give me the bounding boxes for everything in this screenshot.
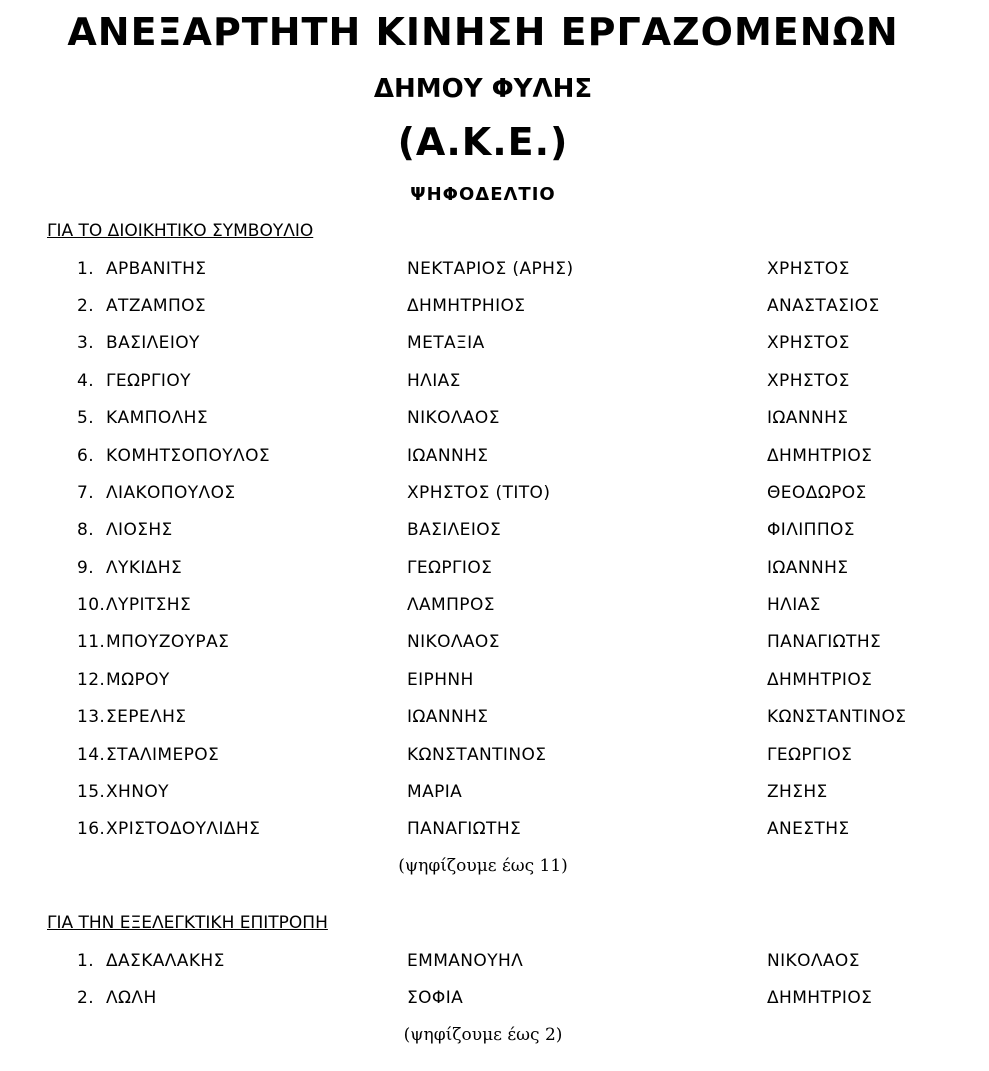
candidate-first-name: ΓΕΩΡΓΙΟΣ — [407, 558, 493, 578]
candidate-number: 2. — [77, 296, 95, 316]
candidate-father-name: ΘΕΟΔΩΡΟΣ — [767, 483, 867, 503]
candidate-father-name: ΙΩΑΝΝΗΣ — [767, 558, 849, 578]
candidate-row — [0, 745, 989, 782]
candidate-row — [0, 259, 989, 296]
candidate-surname: ΚΑΜΠΟΛΗΣ — [106, 408, 208, 428]
candidate-father-name: ΔΗΜΗΤΡΙΟΣ — [767, 446, 873, 466]
candidate-number: 9. — [77, 558, 95, 578]
candidate-surname: ΜΠΟΥΖΟΥΡΑΣ — [106, 632, 230, 652]
candidate-number: 1. — [77, 951, 95, 971]
candidate-row — [0, 296, 989, 333]
candidate-surname: ΓΕΩΡΓΙΟΥ — [106, 371, 191, 391]
candidate-father-name: ΑΝΕΣΤΗΣ — [767, 819, 850, 839]
candidate-father-name: ΧΡΗΣΤΟΣ — [767, 259, 850, 279]
board-section-heading: ΓΙΑ ΤΟ ΔΙΟΙΚΗΤΙΚΟ ΣΥΜΒΟΥΛΙΟ — [47, 221, 314, 241]
candidate-row — [0, 446, 989, 483]
candidate-number: 1. — [77, 259, 95, 279]
candidate-surname: ΒΑΣΙΛΕΙΟΥ — [106, 333, 200, 353]
candidate-first-name: ΠΑΝΑΓΙΩΤΗΣ — [407, 819, 522, 839]
candidate-surname: ΛΥΡΙΤΣΗΣ — [106, 595, 192, 615]
candidate-number: 8. — [77, 520, 95, 540]
board-vote-limit-note: (ψηφίζουμε έως 11) — [398, 856, 568, 876]
candidate-row — [0, 951, 989, 988]
candidate-first-name: ΣΟΦΙΑ — [407, 988, 464, 1008]
candidate-row — [0, 819, 989, 856]
candidate-first-name: ΜΑΡΙΑ — [407, 782, 463, 802]
candidate-father-name: ΧΡΗΣΤΟΣ — [767, 333, 850, 353]
candidate-first-name: ΚΩΝΣΤΑΝΤΙΝΟΣ — [407, 745, 547, 765]
candidate-row — [0, 371, 989, 408]
organization-title: ΑΝΕΞΑΡΤΗΤΗ ΚΙΝΗΣΗ ΕΡΓΑΖΟΜΕΝΩΝ — [67, 10, 899, 54]
candidate-number: 2. — [77, 988, 95, 1008]
candidate-first-name: ΛΑΜΠΡΟΣ — [407, 595, 495, 615]
candidate-number: 13. — [77, 707, 106, 727]
candidate-father-name: ΧΡΗΣΤΟΣ — [767, 371, 850, 391]
candidate-father-name: ΙΩΑΝΝΗΣ — [767, 408, 849, 428]
candidate-row — [0, 782, 989, 819]
candidate-row — [0, 988, 989, 1025]
audit-section-heading: ΓΙΑ ΤΗΝ ΕΞΕΛΕΓΚΤΙΚΗ ΕΠΙΤΡΟΠΗ — [47, 913, 328, 933]
candidate-surname: ΣΤΑΛΙΜΕΡΟΣ — [106, 745, 220, 765]
candidate-row — [0, 632, 989, 669]
candidate-row — [0, 707, 989, 744]
candidate-number: 5. — [77, 408, 95, 428]
candidate-father-name: ΗΛΙΑΣ — [767, 595, 821, 615]
candidate-father-name: ΔΗΜΗΤΡΙΟΣ — [767, 670, 873, 690]
candidate-row — [0, 595, 989, 632]
candidate-row — [0, 558, 989, 595]
candidate-surname: ΜΩΡΟΥ — [106, 670, 170, 690]
candidate-surname: ΚΟΜΗΤΣΟΠΟΥΛΟΣ — [106, 446, 270, 466]
candidate-number: 6. — [77, 446, 95, 466]
ballot-title: ΨΗΦΟΔΕΛΤΙΟ — [410, 184, 556, 205]
candidate-father-name: ΓΕΩΡΓΙΟΣ — [767, 745, 853, 765]
municipality-title: ΔΗΜΟΥ ΦΥΛΗΣ — [373, 74, 593, 104]
candidate-row — [0, 483, 989, 520]
candidate-first-name: ΔΗΜΗΤΡΗΙΟΣ — [407, 296, 526, 316]
candidate-father-name: ΠΑΝΑΓΙΩΤΗΣ — [767, 632, 882, 652]
candidate-surname: ΛΙΑΚΟΠΟΥΛΟΣ — [106, 483, 236, 503]
candidate-surname: ΔΑΣΚΑΛΑΚΗΣ — [106, 951, 225, 971]
candidate-row — [0, 670, 989, 707]
candidate-surname: ΧΡΙΣΤΟΔΟΥΛΙΔΗΣ — [106, 819, 261, 839]
candidate-first-name: ΙΩΑΝΝΗΣ — [407, 707, 489, 727]
candidate-first-name: ΧΡΗΣΤΟΣ (ΤΙΤΟ) — [407, 483, 551, 503]
candidate-number: 15. — [77, 782, 106, 802]
candidate-first-name: ΕΜΜΑΝΟΥΗΛ — [407, 951, 524, 971]
candidate-first-name: ΝΙΚΟΛΑΟΣ — [407, 632, 500, 652]
candidate-first-name: ΒΑΣΙΛΕΙΟΣ — [407, 520, 502, 540]
organization-acronym: (Α.Κ.Ε.) — [397, 120, 569, 164]
audit-vote-limit-note: (ψηφίζουμε έως 2) — [403, 1025, 563, 1045]
candidate-surname: ΛΥΚΙΔΗΣ — [106, 558, 183, 578]
candidate-number: 4. — [77, 371, 95, 391]
candidate-first-name: ΝΕΚΤΑΡΙΟΣ (ΑΡΗΣ) — [407, 259, 574, 279]
candidate-number: 14. — [77, 745, 106, 765]
candidate-father-name: ΔΗΜΗΤΡΙΟΣ — [767, 988, 873, 1008]
candidate-father-name: ΚΩΝΣΤΑΝΤΙΝΟΣ — [767, 707, 907, 727]
candidate-first-name: ΗΛΙΑΣ — [407, 371, 461, 391]
candidate-father-name: ΖΗΣΗΣ — [767, 782, 828, 802]
candidate-father-name: ΦΙΛΙΠΠΟΣ — [767, 520, 855, 540]
candidate-number: 3. — [77, 333, 95, 353]
candidate-first-name: ΙΩΑΝΝΗΣ — [407, 446, 489, 466]
candidate-first-name: ΜΕΤΑΞΙΑ — [407, 333, 485, 353]
candidate-number: 10. — [77, 595, 106, 615]
candidate-surname: ΛΙΟΣΗΣ — [106, 520, 173, 540]
candidate-number: 12. — [77, 670, 106, 690]
candidate-number: 11. — [77, 632, 106, 652]
candidate-first-name: ΕΙΡΗΝΗ — [407, 670, 474, 690]
candidate-number: 7. — [77, 483, 95, 503]
candidate-surname: ΑΤΖΑΜΠΟΣ — [106, 296, 207, 316]
candidate-first-name: ΝΙΚΟΛΑΟΣ — [407, 408, 500, 428]
candidate-surname: ΑΡΒΑΝΙΤΗΣ — [106, 259, 207, 279]
candidate-father-name: ΝΙΚΟΛΑΟΣ — [767, 951, 860, 971]
candidate-surname: ΧΗΝΟΥ — [106, 782, 169, 802]
candidate-row — [0, 333, 989, 370]
candidate-number: 16. — [77, 819, 106, 839]
candidate-father-name: ΑΝΑΣΤΑΣΙΟΣ — [767, 296, 880, 316]
candidate-surname: ΣΕΡΕΛΗΣ — [106, 707, 187, 727]
candidate-row — [0, 408, 989, 445]
candidate-row — [0, 520, 989, 557]
candidate-surname: ΛΩΛΗ — [106, 988, 157, 1008]
